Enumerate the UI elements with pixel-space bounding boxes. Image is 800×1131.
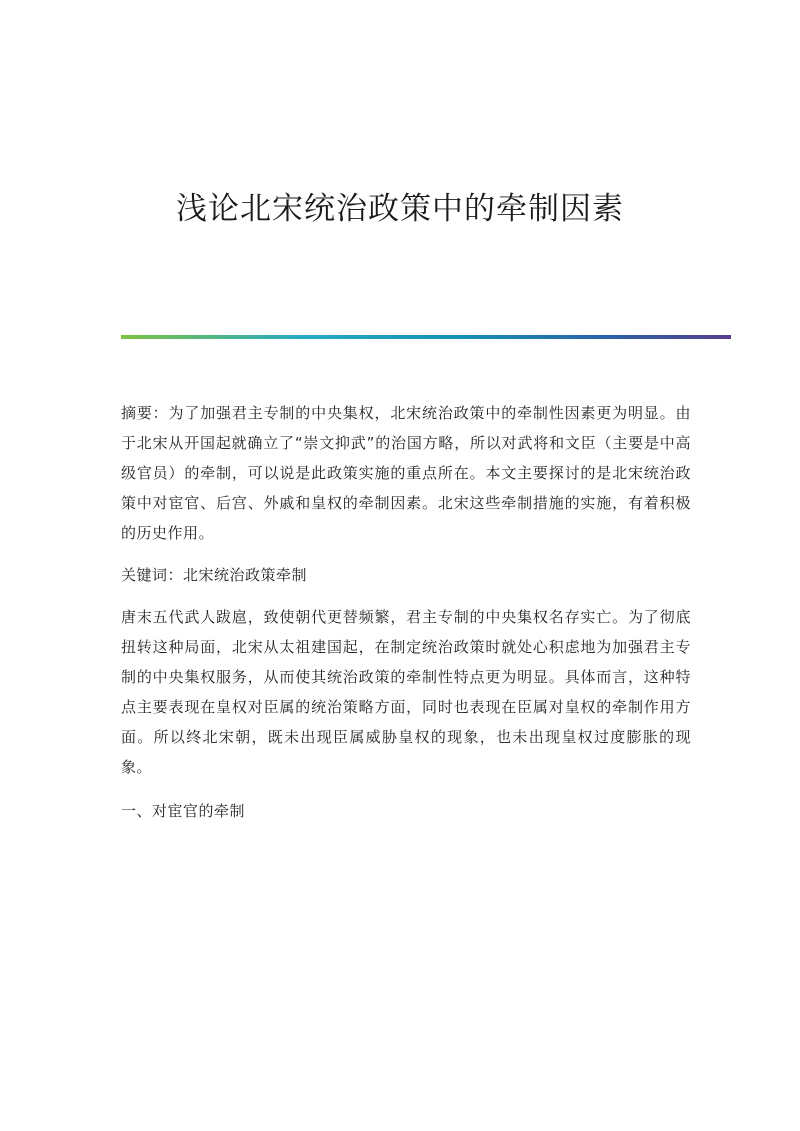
document-title: 浅论北宋统治政策中的牵制因素 [176,191,624,227]
gradient-divider [121,335,731,339]
section-heading: 一、对宦官的牵制 [121,802,246,820]
keywords-paragraph: 关键词：北宋统治政策牵制 [121,566,308,584]
abstract-paragraph: 摘要：为了加强君主专制的中央集权，北宋统治政策中的牵制性因素更为明显。由于北宋从开国起就确立了“崇文抑武”的治国方略，所以对武将和文臣（主要是中高级官员）的牵制，可以说是此政策实施的重点所在。本文主要探讨的是北宋统治政策中对宦官、后宫、外戚和皇权的牵制因素。北宋这些牵制措施的实施，有着积极的历史作用。 [121,404,691,542]
intro-paragraph: 唐末五代武人跋扈，致使朝代更替频繁，君主专制的中央集权名存实亡。为了彻底扭转这种局面，北宋从太祖建国起，在制定统治政策时就处心积虑地为加强君主专制的中央集权服务，从而使其统治政策的牵制性特点更为明显。具体而言，这种特点主要表现在皇权对臣属的统治策略方面，同时也表现在臣属对皇权的牵制作用方面。所以终北宋朝，既未出现臣属威胁皇权的现象，也未出现皇权过度膨胀的现象。 [121,608,691,776]
document-body [121,398,691,838]
